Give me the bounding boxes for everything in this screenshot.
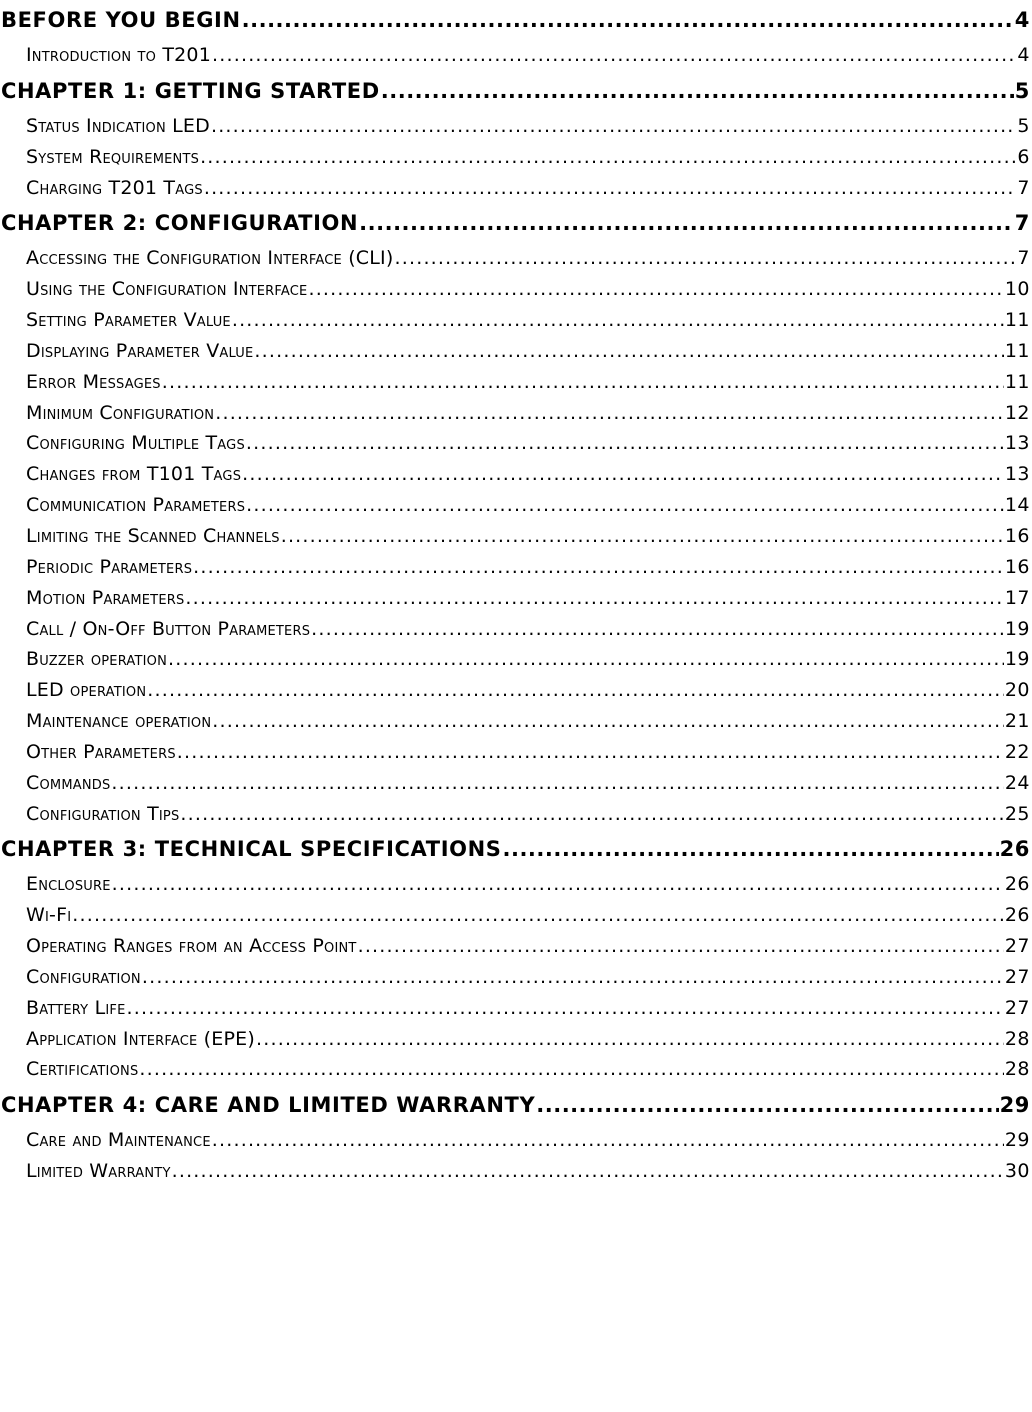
toc-entry-title: Configuration	[26, 965, 141, 988]
toc-entry-title: Other Parameters	[26, 740, 176, 763]
toc-section-entry[interactable]	[0, 398, 1032, 429]
toc-page-number: 27	[1004, 935, 1030, 958]
toc-section-entry[interactable]	[0, 1054, 1032, 1085]
toc-dot-leader	[246, 490, 1004, 521]
toc-section-entry[interactable]	[0, 367, 1032, 398]
toc-entry-title: Accessing the Configuration Interface (CLI)	[26, 247, 394, 270]
toc-dot-leader	[172, 1156, 1004, 1187]
toc-page-number: 14	[1004, 494, 1030, 517]
toc-chapter-entry[interactable]	[0, 71, 1032, 111]
toc-dot-leader	[112, 869, 1004, 900]
toc-section-entry[interactable]	[0, 931, 1032, 962]
toc-entry-title: CHAPTER 1: GETTING STARTED	[1, 78, 380, 103]
toc-dot-leader	[246, 428, 1004, 459]
toc-section-entry[interactable]	[0, 1156, 1032, 1187]
toc-page-number: 7	[1017, 247, 1030, 270]
toc-entry-title: Application Interface (EPE)	[26, 1027, 255, 1050]
toc-page-number: 16	[1004, 524, 1030, 547]
toc-section-entry[interactable]	[0, 675, 1032, 706]
toc-entry-title: LED operation	[26, 679, 147, 702]
toc-entry-title: CHAPTER 3: TECHNICAL SPECIFICATIONS	[1, 837, 502, 862]
toc-section-entry[interactable]	[0, 1125, 1032, 1156]
toc-section-entry[interactable]	[0, 552, 1032, 583]
toc-dot-leader	[212, 706, 1004, 737]
toc-section-entry[interactable]	[0, 583, 1032, 614]
toc-entry-title: Enclosure	[26, 873, 111, 896]
toc-entry-title: Operating Ranges from an Access Point	[26, 935, 357, 958]
toc-page-number: 13	[1004, 463, 1030, 486]
toc-section-entry[interactable]	[0, 799, 1032, 830]
toc-page-number: 27	[1004, 996, 1030, 1019]
toc-dot-leader	[211, 111, 1016, 142]
toc-dot-leader	[126, 993, 1003, 1024]
toc-dot-leader	[358, 931, 1004, 962]
toc-page-number: 16	[1004, 555, 1030, 578]
toc-dot-leader	[139, 1054, 1003, 1085]
toc-entry-title: Limiting the Scanned Channels	[26, 524, 280, 547]
toc-page-number: 26	[1004, 873, 1030, 896]
toc-entry-title: Maintenance operation	[26, 710, 212, 733]
toc-chapter-entry[interactable]	[0, 0, 1032, 40]
toc-page-number: 19	[1004, 648, 1030, 671]
toc-entry-title: Charging T201 Tags	[26, 176, 203, 199]
toc-page-number: 19	[1004, 617, 1030, 640]
toc-section-entry[interactable]	[0, 305, 1032, 336]
toc-dot-leader	[394, 243, 1016, 274]
toc-dot-leader	[536, 1085, 998, 1125]
toc-section-entry[interactable]	[0, 869, 1032, 900]
toc-chapter-entry[interactable]	[0, 829, 1032, 869]
toc-page-number: 5	[1014, 78, 1030, 103]
toc-page-number: 12	[1004, 401, 1030, 424]
toc-page-number: 29	[1004, 1129, 1030, 1152]
toc-page-number: 26	[1004, 904, 1030, 927]
toc-section-entry[interactable]	[0, 274, 1032, 305]
toc-entry-title: Using the Configuration Interface	[26, 278, 308, 301]
toc-entry-title: Configuring Multiple Tags	[26, 432, 245, 455]
toc-section-entry[interactable]	[0, 962, 1032, 993]
toc-section-entry[interactable]	[0, 111, 1032, 142]
toc-entry-title: Buzzer operation	[26, 648, 168, 671]
toc-entry-title: System Requirements	[26, 145, 200, 168]
toc-page-number: 4	[1017, 44, 1030, 66]
toc-page-number: 24	[1004, 771, 1030, 794]
toc-dot-leader	[256, 1024, 1004, 1055]
toc-entry-title: Configuration Tips	[26, 802, 180, 825]
toc-section-entry[interactable]	[0, 428, 1032, 459]
toc-dot-leader	[381, 71, 1014, 111]
toc-page-number: 11	[1004, 339, 1030, 362]
toc-section-entry[interactable]	[0, 459, 1032, 490]
toc-entry-title: Changes from T101 Tags	[26, 463, 242, 486]
toc-entry-title: Error Messages	[26, 370, 161, 393]
toc-page-number: 7	[1014, 211, 1030, 236]
toc-dot-leader	[193, 552, 1004, 583]
toc-dot-leader	[254, 336, 1003, 367]
toc-page-number: 25	[1004, 802, 1030, 825]
toc-dot-leader	[142, 962, 1004, 993]
toc-dot-leader	[311, 614, 1004, 645]
toc-entry-title: Wi-Fi	[26, 904, 72, 927]
toc-page-number: 28	[1004, 1058, 1030, 1081]
toc-section-entry[interactable]	[0, 644, 1032, 675]
toc-entry-title: BEFORE YOU BEGIN	[1, 8, 241, 32]
toc-dot-leader	[215, 398, 1004, 429]
toc-dot-leader	[180, 799, 1003, 830]
toc-dot-leader	[111, 768, 1003, 799]
toc-section-entry[interactable]	[0, 706, 1032, 737]
toc-dot-leader	[162, 367, 1004, 398]
toc-entry-title: Periodic Parameters	[26, 555, 193, 578]
toc-section-entry[interactable]	[0, 142, 1032, 173]
toc-section-entry[interactable]	[0, 900, 1032, 931]
toc-page-number: 28	[1004, 1027, 1030, 1050]
toc-entry-title: Status Indication LED	[26, 114, 210, 137]
toc-dot-leader	[212, 1125, 1004, 1156]
toc-section-entry[interactable]	[0, 768, 1032, 799]
toc-section-entry[interactable]	[0, 40, 1032, 71]
toc-page-number: 27	[1004, 965, 1030, 988]
toc-dot-leader	[147, 675, 1004, 706]
toc-page-number: 4	[1014, 8, 1030, 32]
toc-dot-leader	[308, 274, 1003, 305]
toc-section-entry[interactable]	[0, 614, 1032, 645]
toc-entry-title: Limited Warranty	[26, 1160, 171, 1183]
toc-entry-title: Call / On-Off Button Parameters	[26, 617, 311, 640]
toc-section-entry[interactable]	[0, 521, 1032, 552]
toc-section-entry[interactable]	[0, 336, 1032, 367]
toc-entry-title: Communication Parameters	[26, 494, 246, 517]
toc-dot-leader	[200, 142, 1016, 173]
toc-dot-leader	[281, 521, 1004, 552]
toc-entry-title: CHAPTER 4: CARE AND LIMITED WARRANTY	[1, 1093, 536, 1118]
toc-dot-leader	[204, 173, 1017, 204]
toc-entry-title: Displaying Parameter Value	[26, 339, 254, 362]
toc-page-number: 20	[1004, 679, 1030, 702]
toc-page-number: 10	[1004, 278, 1030, 301]
toc-entry-title: Motion Parameters	[26, 586, 185, 609]
toc-dot-leader	[168, 644, 1004, 675]
toc-page-number: 5	[1017, 114, 1030, 137]
toc-section-entry[interactable]	[0, 1024, 1032, 1055]
toc-entry-title: Introduction to T201	[26, 44, 211, 66]
toc-section-entry[interactable]	[0, 173, 1032, 204]
toc-page-number: 29	[999, 1093, 1030, 1118]
toc-section-entry[interactable]	[0, 993, 1032, 1024]
toc-section-entry[interactable]	[0, 243, 1032, 274]
toc-entry-title: Minimum Configuration	[26, 401, 215, 424]
toc-page-number: 30	[1004, 1160, 1030, 1183]
toc-dot-leader	[242, 0, 1014, 40]
toc-dot-leader	[359, 203, 1014, 243]
toc-page-number: 26	[999, 837, 1030, 862]
toc-page-number: 11	[1004, 309, 1030, 332]
toc-chapter-entry[interactable]	[0, 203, 1032, 243]
toc-entry-title: Certifications	[26, 1058, 139, 1081]
toc-entry-title: Battery Life	[26, 996, 126, 1019]
toc-dot-leader	[242, 459, 1004, 490]
toc-dot-leader	[72, 900, 1004, 931]
toc-page-number: 17	[1004, 586, 1030, 609]
toc-page-number: 11	[1004, 370, 1030, 393]
toc-page-number: 13	[1004, 432, 1030, 455]
toc-entry-title: Setting Parameter Value	[26, 309, 231, 332]
toc-page-number: 21	[1004, 710, 1030, 733]
toc-dot-leader	[212, 40, 1016, 71]
toc-page-number: 6	[1017, 145, 1030, 168]
toc-entry-title: Commands	[26, 771, 111, 794]
toc-section-entry[interactable]	[0, 490, 1032, 521]
toc-page-number: 22	[1004, 740, 1030, 763]
toc-entry-title: Care and Maintenance	[26, 1129, 211, 1152]
toc-dot-leader	[185, 583, 1003, 614]
toc-dot-leader	[177, 737, 1004, 768]
toc-page-number: 7	[1017, 176, 1030, 199]
toc-entry-title: CHAPTER 2: CONFIGURATION	[1, 211, 359, 236]
toc-dot-leader	[232, 305, 1004, 336]
toc-section-entry[interactable]	[0, 737, 1032, 768]
toc-dot-leader	[502, 829, 998, 869]
toc-chapter-entry[interactable]	[0, 1085, 1032, 1125]
